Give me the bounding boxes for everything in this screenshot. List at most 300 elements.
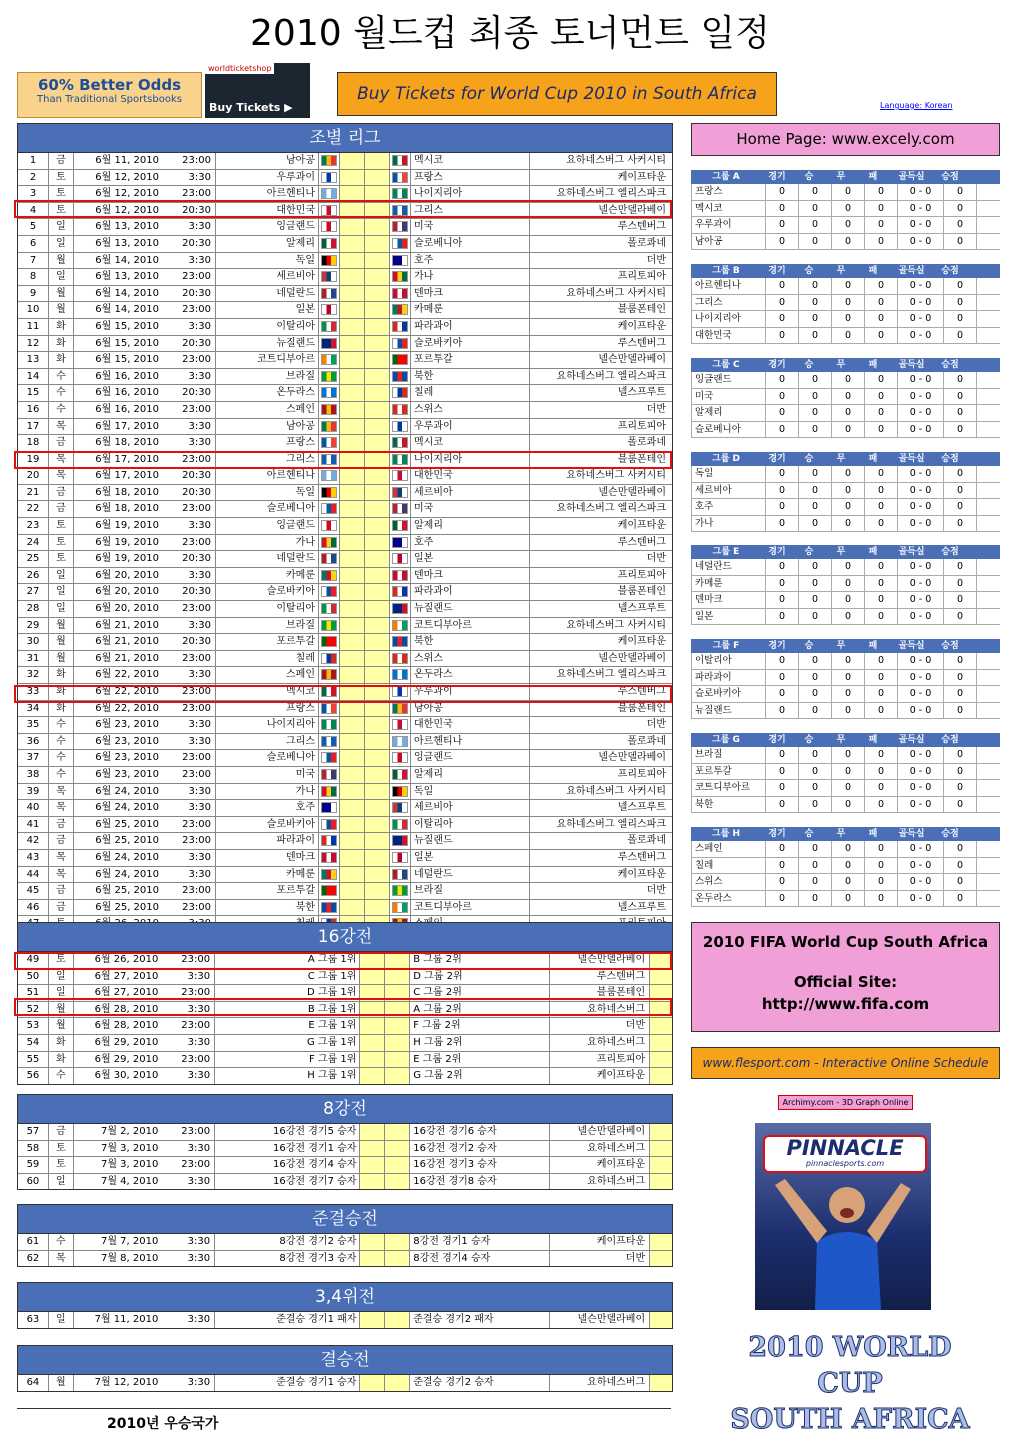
match-number: 32	[18, 667, 49, 683]
home-score-input[interactable]	[360, 1251, 385, 1267]
flag-ci-icon	[392, 902, 408, 913]
venue: 넬스프루트	[617, 901, 666, 913]
home-score-input[interactable]	[360, 1124, 385, 1140]
away-score-input[interactable]	[365, 419, 390, 435]
away-score-input[interactable]	[365, 867, 390, 883]
match-number: 57	[18, 1124, 49, 1140]
flag-ci-icon	[321, 354, 337, 365]
match-day: 일	[49, 269, 74, 285]
venue: 폴로콰네	[627, 735, 666, 747]
winner-label: 2010년 우승국가	[107, 1416, 219, 1432]
penalty-input[interactable]	[650, 1174, 672, 1190]
away-score-input[interactable]	[385, 1375, 410, 1391]
match-time: 23:00	[163, 452, 216, 468]
penalty-input[interactable]	[650, 1052, 672, 1068]
standings-row	[691, 858, 1000, 875]
away-score-input[interactable]	[365, 750, 390, 766]
standings-value: 0	[832, 891, 865, 907]
home-score-input[interactable]	[340, 784, 365, 800]
home-score-input[interactable]	[340, 485, 365, 501]
home-score-input[interactable]	[340, 551, 365, 567]
away-score-input[interactable]	[365, 485, 390, 501]
away-score-input[interactable]	[365, 833, 390, 849]
standings-value: 0	[799, 670, 832, 686]
home-slot: 16강전 경기5 승자	[215, 1124, 360, 1140]
home-score-input[interactable]	[340, 750, 365, 766]
worldticketshop-banner[interactable]	[205, 63, 310, 118]
home-score-input[interactable]	[360, 1052, 385, 1068]
away-team: 우루과이	[411, 684, 530, 700]
away-score-input[interactable]	[365, 900, 390, 916]
flag-cell	[390, 369, 411, 385]
home-score-input[interactable]	[340, 568, 365, 584]
standings-value: 0 - 0	[898, 422, 944, 438]
group-table-header	[691, 639, 1000, 653]
match-row	[18, 253, 672, 270]
away-score-input[interactable]	[365, 385, 390, 401]
home-score-input[interactable]	[340, 651, 365, 667]
away-score-input[interactable]	[365, 501, 390, 517]
away-score-input[interactable]	[365, 568, 390, 584]
away-score-input[interactable]	[365, 319, 390, 335]
away-score-input[interactable]	[365, 336, 390, 352]
home-team: 독일	[216, 253, 319, 269]
away-score-input[interactable]	[365, 302, 390, 318]
flag-cell	[390, 634, 411, 650]
match-number: 9	[18, 286, 49, 302]
away-score-input[interactable]	[365, 817, 390, 833]
home-score-input[interactable]	[340, 850, 365, 866]
home-score-input[interactable]	[340, 618, 365, 634]
winner-divider	[17, 1408, 671, 1409]
home-team: 대한민국	[216, 203, 319, 219]
match-date: 6월 16, 2010	[95, 387, 159, 399]
match-day: 목	[49, 800, 74, 816]
team-name: 일본	[692, 609, 766, 625]
penalty-input[interactable]	[650, 1251, 672, 1267]
away-team: 세르비아	[411, 485, 530, 501]
penalty-input[interactable]	[650, 969, 672, 985]
home-team: 네덜란드	[216, 551, 319, 567]
home-score-input[interactable]	[340, 800, 365, 816]
match-date: 6월 16, 2010	[95, 370, 159, 382]
away-score-input[interactable]	[365, 535, 390, 551]
home-score-input[interactable]	[360, 1068, 385, 1084]
away-score-input[interactable]	[365, 518, 390, 534]
penalty-input[interactable]	[650, 1375, 672, 1391]
home-score-input[interactable]	[340, 501, 365, 517]
standings-value: 0	[799, 311, 832, 327]
standings-header: 골득실	[898, 454, 925, 464]
match-number: 39	[18, 784, 49, 800]
standings-value: 0	[865, 670, 898, 686]
home-score-input[interactable]	[340, 253, 365, 269]
match-date: 6월 14, 2010	[95, 287, 159, 299]
away-score-input[interactable]	[385, 1174, 410, 1190]
home-score-input[interactable]	[340, 817, 365, 833]
home-score-input[interactable]	[340, 468, 365, 484]
standings-value: 0	[944, 184, 977, 200]
standings-value: 0	[944, 858, 977, 874]
match-time: 3:30	[163, 867, 216, 883]
away-team: 북한	[411, 634, 530, 650]
standings-value: 0	[832, 703, 865, 719]
standings-value: 0	[832, 466, 865, 482]
standings-row	[691, 217, 1000, 234]
match-row	[18, 319, 672, 336]
standings-value: 0	[944, 295, 977, 311]
home-score-input[interactable]	[340, 402, 365, 418]
away-score-input[interactable]	[365, 784, 390, 800]
match-number: 12	[18, 336, 49, 352]
away-score-input[interactable]	[365, 601, 390, 617]
match-row	[18, 501, 672, 518]
away-team: 알제리	[411, 767, 530, 783]
home-score-input[interactable]	[340, 601, 365, 617]
better-odds-banner[interactable]	[17, 72, 202, 118]
home-score-input[interactable]	[340, 584, 365, 600]
round16-heading: 16강전	[18, 923, 672, 952]
away-score-input[interactable]	[365, 584, 390, 600]
match-time: 23:00	[162, 1018, 215, 1034]
away-team: 슬로베니아	[411, 236, 530, 252]
flag-cell	[390, 269, 411, 285]
penalty-input[interactable]	[650, 1312, 672, 1328]
home-score-input[interactable]	[340, 219, 365, 235]
away-score-input[interactable]	[365, 352, 390, 368]
standings-value: 0	[865, 372, 898, 388]
home-score-input[interactable]	[340, 518, 365, 534]
home-score-input[interactable]	[340, 419, 365, 435]
home-score-input[interactable]	[360, 969, 385, 985]
away-team: 뉴질랜드	[411, 601, 530, 617]
match-date: 6월 27, 2010	[94, 987, 159, 999]
flesport-banner[interactable]: www.flesport.com - Interactive Online Schedule	[691, 1047, 1000, 1079]
standings-value: 0	[944, 780, 977, 796]
match-row	[18, 601, 672, 618]
away-score-input[interactable]	[365, 551, 390, 567]
fifa-official-banner[interactable]	[691, 922, 1000, 1032]
flag-cell	[319, 518, 340, 534]
home-score-input[interactable]	[360, 1174, 385, 1190]
match-date: 6월 19, 2010	[95, 536, 159, 548]
match-time: 23:00	[163, 900, 216, 916]
standings-value: 0 - 0	[898, 389, 944, 405]
match-row	[18, 369, 672, 386]
standings-value: 0	[799, 328, 832, 344]
match-date: 6월 23, 2010	[95, 735, 159, 747]
home-score-input[interactable]	[360, 1035, 385, 1051]
standings-header: 승	[804, 360, 814, 370]
home-score-input[interactable]	[340, 385, 365, 401]
match-day: 수	[49, 385, 74, 401]
third-place-rows	[18, 1312, 672, 1328]
match-date: 6월 22, 2010	[95, 669, 159, 681]
standings-header: 승점	[941, 735, 959, 745]
standings-value: 0	[766, 422, 799, 438]
standings-value: 0	[865, 389, 898, 405]
match-row	[18, 535, 672, 552]
home-score-input[interactable]	[340, 336, 365, 352]
home-team: 그리스	[216, 734, 319, 750]
flag-cell	[319, 667, 340, 683]
group-table	[691, 264, 1000, 344]
team-name: 가나	[692, 516, 766, 532]
standings-value: 0	[832, 609, 865, 625]
flag-us-icon	[392, 503, 408, 514]
home-score-input[interactable]	[340, 900, 365, 916]
match-number: 56	[18, 1068, 49, 1084]
home-score-input[interactable]	[340, 369, 365, 385]
away-slot: B 그룹 2위	[410, 952, 549, 968]
venue: 요하네스버그 사커시티	[566, 155, 666, 166]
away-score-input[interactable]	[385, 1035, 410, 1051]
flag-cell	[319, 485, 340, 501]
team-name: 파라과이	[692, 670, 766, 686]
home-score-input[interactable]	[340, 883, 365, 899]
home-score-input[interactable]	[340, 535, 365, 551]
away-score-input[interactable]	[365, 170, 390, 186]
away-score-input[interactable]	[365, 618, 390, 634]
buy-tickets-label: Buy Tickets	[209, 101, 281, 114]
home-score-input[interactable]	[340, 435, 365, 451]
home-score-input[interactable]	[340, 236, 365, 252]
flag-cell	[390, 734, 411, 750]
flag-es-icon	[321, 404, 337, 415]
match-day: 월	[49, 253, 74, 269]
home-score-input[interactable]	[340, 269, 365, 285]
home-score-input[interactable]	[360, 1018, 385, 1034]
match-number: 31	[18, 651, 49, 667]
match-time: 23:00	[163, 186, 216, 202]
standings-value: 0	[865, 858, 898, 874]
flag-mx-icon	[392, 437, 408, 448]
away-score-input[interactable]	[385, 1068, 410, 1084]
match-day: 금	[49, 485, 74, 501]
flag-cell	[390, 352, 411, 368]
away-score-input[interactable]	[365, 651, 390, 667]
away-score-input[interactable]	[365, 850, 390, 866]
match-time: 3:30	[163, 518, 216, 534]
away-score-input[interactable]	[385, 1141, 410, 1157]
standings-value: 0	[766, 516, 799, 532]
away-score-input[interactable]	[385, 1018, 410, 1034]
home-score-input[interactable]	[360, 1375, 385, 1391]
match-day: 일	[49, 969, 74, 985]
standings-value: 0	[766, 499, 799, 515]
flag-cell	[319, 750, 340, 766]
standings-value: 0 - 0	[898, 686, 944, 702]
away-score-input[interactable]	[365, 734, 390, 750]
home-score-input[interactable]	[340, 667, 365, 683]
match-number: 18	[18, 435, 49, 451]
away-team: 코트디부아르	[411, 900, 530, 916]
penalty-input[interactable]	[650, 1018, 672, 1034]
flag-cell	[319, 253, 340, 269]
away-score-input[interactable]	[365, 883, 390, 899]
standings-header: 무	[836, 172, 846, 182]
away-score-input[interactable]	[385, 1234, 410, 1250]
standings-value: 0	[944, 466, 977, 482]
penalty-input[interactable]	[650, 1234, 672, 1250]
away-score-input[interactable]	[385, 1312, 410, 1328]
home-score-input[interactable]	[340, 833, 365, 849]
match-date: 6월 25, 2010	[95, 901, 159, 913]
pinnacle-banner[interactable]	[755, 1123, 931, 1310]
match-row	[18, 435, 672, 452]
away-score-input[interactable]	[365, 402, 390, 418]
match-day: 월	[49, 651, 74, 667]
away-score-input[interactable]	[385, 1124, 410, 1140]
match-date: 6월 23, 2010	[95, 752, 159, 764]
match-number: 55	[18, 1052, 49, 1068]
venue: 블룸폰테인	[550, 985, 651, 1001]
penalty-input[interactable]	[650, 1035, 672, 1051]
away-score-input[interactable]	[365, 153, 390, 169]
home-team: 가나	[216, 535, 319, 551]
penalty-input[interactable]	[650, 1157, 672, 1173]
flag-cell	[390, 286, 411, 302]
home-score-input[interactable]	[340, 717, 365, 733]
match-time: 3:30	[163, 850, 216, 866]
away-score-input[interactable]	[365, 667, 390, 683]
standings-value: 0	[865, 592, 898, 608]
venue: 넬슨만델라베이	[598, 652, 666, 664]
home-score-input[interactable]	[360, 1157, 385, 1173]
away-team: 미국	[411, 501, 530, 517]
away-score-input[interactable]	[365, 253, 390, 269]
archimy-link[interactable]: Archimy.com - 3D Graph Online	[778, 1095, 913, 1110]
standings-value: 0	[766, 278, 799, 294]
match-row	[18, 634, 672, 651]
home-team: 네덜란드	[216, 286, 319, 302]
standings-value: 0	[766, 234, 799, 250]
standings-value: 0	[865, 422, 898, 438]
fifa-link[interactable]: http://www.fifa.com	[761, 995, 930, 1013]
away-slot: 준결승 경기2 패자	[410, 1312, 549, 1328]
match-number: 60	[18, 1174, 49, 1190]
flag-gh-icon	[321, 786, 337, 797]
home-score-input[interactable]	[340, 319, 365, 335]
team-name: 칠레	[692, 858, 766, 874]
language-link[interactable]: Language: Korean	[880, 101, 953, 110]
home-score-input[interactable]	[340, 634, 365, 650]
home-score-input[interactable]	[340, 286, 365, 302]
match-date: 6월 24, 2010	[95, 851, 159, 863]
standings-value: 0 - 0	[898, 499, 944, 515]
third-place-panel	[17, 1282, 673, 1329]
flag-cell	[319, 651, 340, 667]
match-time: 3:30	[163, 717, 216, 733]
standings-value: 0	[799, 389, 832, 405]
home-score-input[interactable]	[360, 1234, 385, 1250]
group-table-header	[691, 545, 1000, 559]
standings-row	[691, 891, 1000, 908]
home-score-input[interactable]	[340, 767, 365, 783]
standings-value: 0	[799, 499, 832, 515]
away-score-input[interactable]	[365, 468, 390, 484]
home-slot: 준결승 경기1 패자	[215, 1312, 360, 1328]
flag-cell	[390, 319, 411, 335]
match-number: 1	[18, 153, 49, 169]
final-rows	[18, 1375, 672, 1391]
away-score-input[interactable]	[365, 435, 390, 451]
standings-value: 0 - 0	[898, 592, 944, 608]
korea-match-highlight	[14, 451, 672, 469]
match-day: 토	[49, 1141, 74, 1157]
away-score-input[interactable]	[385, 1157, 410, 1173]
away-score-input[interactable]	[385, 969, 410, 985]
penalty-input[interactable]	[650, 1124, 672, 1140]
away-score-input[interactable]	[365, 236, 390, 252]
away-team: 잉글랜드	[411, 750, 530, 766]
away-score-input[interactable]	[365, 369, 390, 385]
standings-row	[691, 592, 1000, 609]
venue: 루스텐버그	[550, 969, 651, 985]
flag-py-icon	[321, 835, 337, 846]
buy-tickets-banner[interactable]: Buy Tickets for World Cup 2010 in South Africa	[337, 72, 777, 116]
standings-row	[691, 576, 1000, 593]
group-table	[691, 545, 1000, 625]
flag-hn-icon	[392, 669, 408, 680]
penalty-input[interactable]	[650, 1141, 672, 1157]
away-team: 스위스	[411, 651, 530, 667]
home-score-input[interactable]	[360, 1141, 385, 1157]
knockout-match-row	[18, 1124, 672, 1141]
match-time: 3:30	[162, 1251, 215, 1267]
home-score-input[interactable]	[340, 352, 365, 368]
standings-header: 승	[804, 266, 814, 276]
match-number: 23	[18, 518, 49, 534]
knockout-match-row	[18, 1068, 672, 1084]
away-score-input[interactable]	[365, 717, 390, 733]
away-score-input[interactable]	[365, 219, 390, 235]
away-score-input[interactable]	[365, 800, 390, 816]
standings-value: 0 - 0	[898, 466, 944, 482]
flag-en-icon	[321, 221, 337, 232]
away-score-input[interactable]	[385, 1052, 410, 1068]
home-score-input[interactable]	[340, 734, 365, 750]
flag-cell	[390, 501, 411, 517]
away-score-input[interactable]	[365, 286, 390, 302]
away-score-input[interactable]	[365, 767, 390, 783]
home-score-input[interactable]	[340, 867, 365, 883]
away-score-input[interactable]	[365, 634, 390, 650]
away-score-input[interactable]	[365, 269, 390, 285]
standings-header: 패	[868, 829, 878, 839]
korea-match-highlight	[14, 685, 672, 703]
flag-es-icon	[321, 669, 337, 680]
wordart-line1: 2010 WORLD CUP	[748, 1332, 952, 1399]
team-name: 미국	[692, 389, 766, 405]
flag-mx-icon	[392, 155, 408, 166]
home-score-input[interactable]	[340, 302, 365, 318]
quarter-rows	[18, 1124, 672, 1189]
venue: 루스텐버그	[617, 536, 666, 548]
home-team: 뉴질랜드	[216, 336, 319, 352]
home-page-banner[interactable]: Home Page: www.excely.com	[691, 123, 1000, 156]
group-table-header	[691, 452, 1000, 466]
home-score-input[interactable]	[360, 1312, 385, 1328]
buy-tickets-button[interactable]	[209, 101, 293, 114]
away-team: 덴마크	[411, 568, 530, 584]
team-name: 이탈리아	[692, 653, 766, 669]
home-score-input[interactable]	[340, 153, 365, 169]
away-score-input[interactable]	[385, 1251, 410, 1267]
home-score-input[interactable]	[340, 170, 365, 186]
penalty-input[interactable]	[650, 1068, 672, 1084]
flag-sk-icon	[321, 586, 337, 597]
